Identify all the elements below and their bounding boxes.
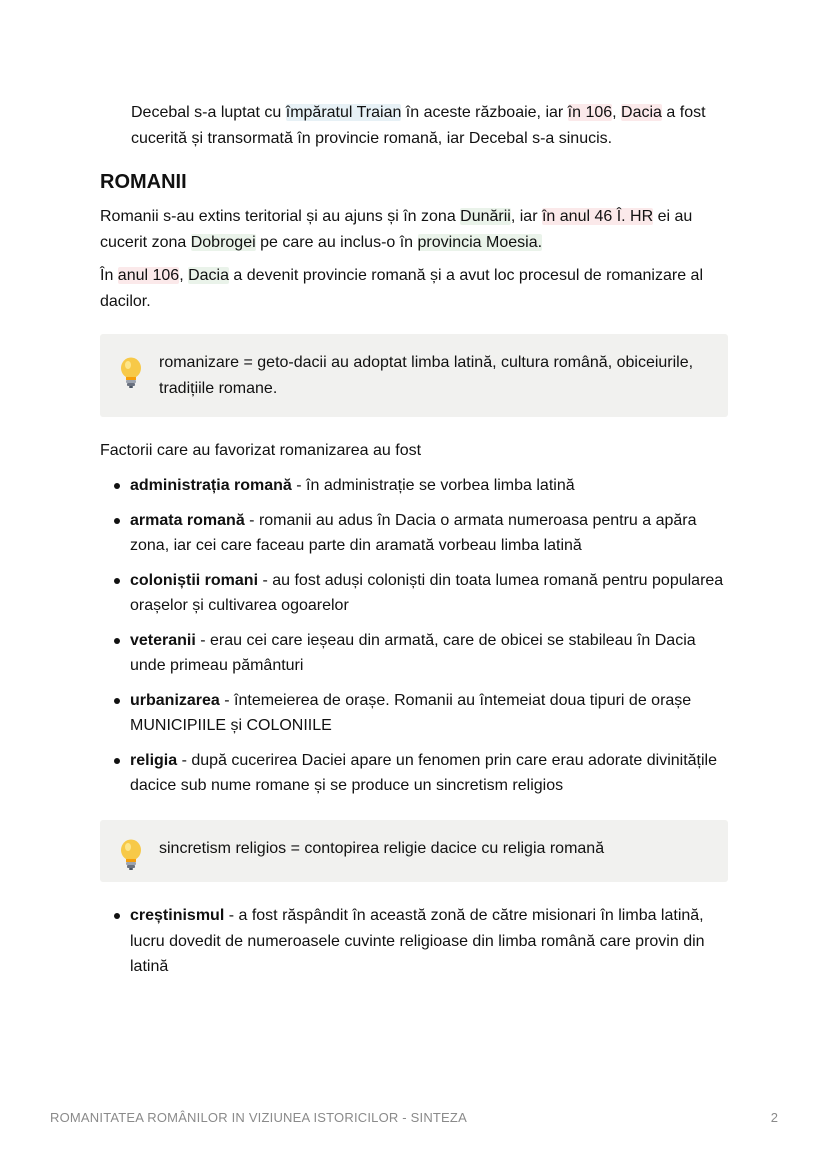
- lightbulb-icon: [118, 356, 144, 390]
- list-item-desc: - a fost răspândit în această zonă de către misionari în limba latină, lucru dovedit de numeroasele cuvinte religioase din limba română care provin din latină: [130, 907, 705, 975]
- list-item: [100, 508, 730, 559]
- text-run: Romanii s-au extins teritorial și au ajuns și în zona: [100, 208, 461, 225]
- list-item-desc: - erau cei care ieșeau din armată, care de obicei se stabileau în Dacia unde primeau pământuri: [130, 631, 696, 674]
- highlight-dacia: Dacia: [188, 267, 229, 284]
- highlight-year-46: în anul 46 Î. HR: [541, 208, 654, 225]
- list-item: [100, 473, 730, 499]
- text-run: ,: [179, 267, 189, 284]
- list-item-term: armata romană: [130, 511, 245, 529]
- highlight-dobrogei: Dobrogei: [190, 233, 256, 251]
- highlight-anul-106: anul 106: [117, 267, 180, 284]
- text-run: a fost cucerită și transormată în provincie romană, iar Decebal s-a sinucis.: [131, 104, 706, 147]
- callout-text: sincretism religios = contopirea religie dacice cu religia romană: [159, 840, 605, 857]
- list-item-desc: - în administrație se vorbea limba latină: [291, 477, 575, 494]
- list-item-desc: - după cucerirea Daciei apare un fenomen prin care erau adorate divinitățile dacice sub nume romane și se produce un sincretism religios: [130, 751, 718, 794]
- list-item: [100, 903, 730, 980]
- factors-list: [100, 473, 730, 799]
- list-item-desc: - romanii au adus în Dacia o armata numeroasa pentru a apăra zona, iar cei care faceau parte din aramată vorbeau limba latină: [130, 511, 697, 554]
- section-heading: ROMANII: [100, 171, 187, 193]
- list-item-term: creștinismul: [130, 907, 225, 924]
- list-item-desc: - au fost aduși coloniști din toata lumea romană pentru popularea orașelor și cultivarea ogoarelor: [130, 571, 724, 614]
- callout-romanizare: [100, 334, 728, 417]
- list-item: [100, 568, 730, 619]
- footer-title: ROMANITATEA ROMÂNILOR IN VIZIUNEA ISTORICILOR - SINTEZA: [50, 1110, 467, 1125]
- highlight-dacia: Dacia: [621, 104, 662, 121]
- list-item-term: religia: [130, 751, 178, 769]
- lightbulb-icon: [118, 838, 144, 872]
- text-run: ei au cucerit zona: [100, 208, 693, 251]
- highlight-dunarii: Dunării: [460, 208, 511, 225]
- list-item-term: coloniștii romani: [130, 571, 259, 589]
- list-item-term: veteranii: [130, 631, 196, 649]
- text-run: , iar: [510, 208, 542, 225]
- text-run: în aceste războaie, iar: [401, 104, 568, 121]
- list-item-desc: - întemeierea de orașe. Romanii au întemeiat doua tipuri de orașe MUNICIPIILE și COLONIILE: [130, 691, 692, 734]
- page-number: 2: [770, 1110, 778, 1125]
- highlight-year-106: în 106: [567, 104, 613, 121]
- list-item-term: administrația romană: [130, 477, 292, 494]
- callout-sincretism: [100, 820, 728, 882]
- text-run: pe care au inclus-o în: [255, 233, 418, 251]
- callout-text: romanizare = geto-dacii au adoptat limba latină, cultura română, obiceiurile, tradițiile romane.: [159, 354, 694, 397]
- highlight-traian: împăratul Traian: [285, 104, 402, 121]
- list-item: [100, 688, 730, 739]
- text-run: a devenit provincie romană și a avut loc procesul de romanizare al dacilor.: [100, 267, 704, 310]
- list-item-term: urbanizarea: [130, 691, 220, 709]
- paragraph-romanizare: [100, 263, 730, 314]
- text-run: ,: [612, 104, 622, 121]
- factors-intro: Factorii care au favorizat romanizarea au fost: [100, 442, 422, 459]
- highlight-moesia: provincia Moesia.: [417, 233, 543, 251]
- factors-list-continued: [100, 903, 730, 980]
- paragraph-romanii: [100, 204, 730, 255]
- text-run: În: [100, 267, 118, 284]
- text-run: Decebal s-a luptat cu: [131, 104, 286, 121]
- intro-paragraph: [131, 100, 731, 151]
- list-item: [100, 628, 730, 679]
- list-item: [100, 748, 730, 799]
